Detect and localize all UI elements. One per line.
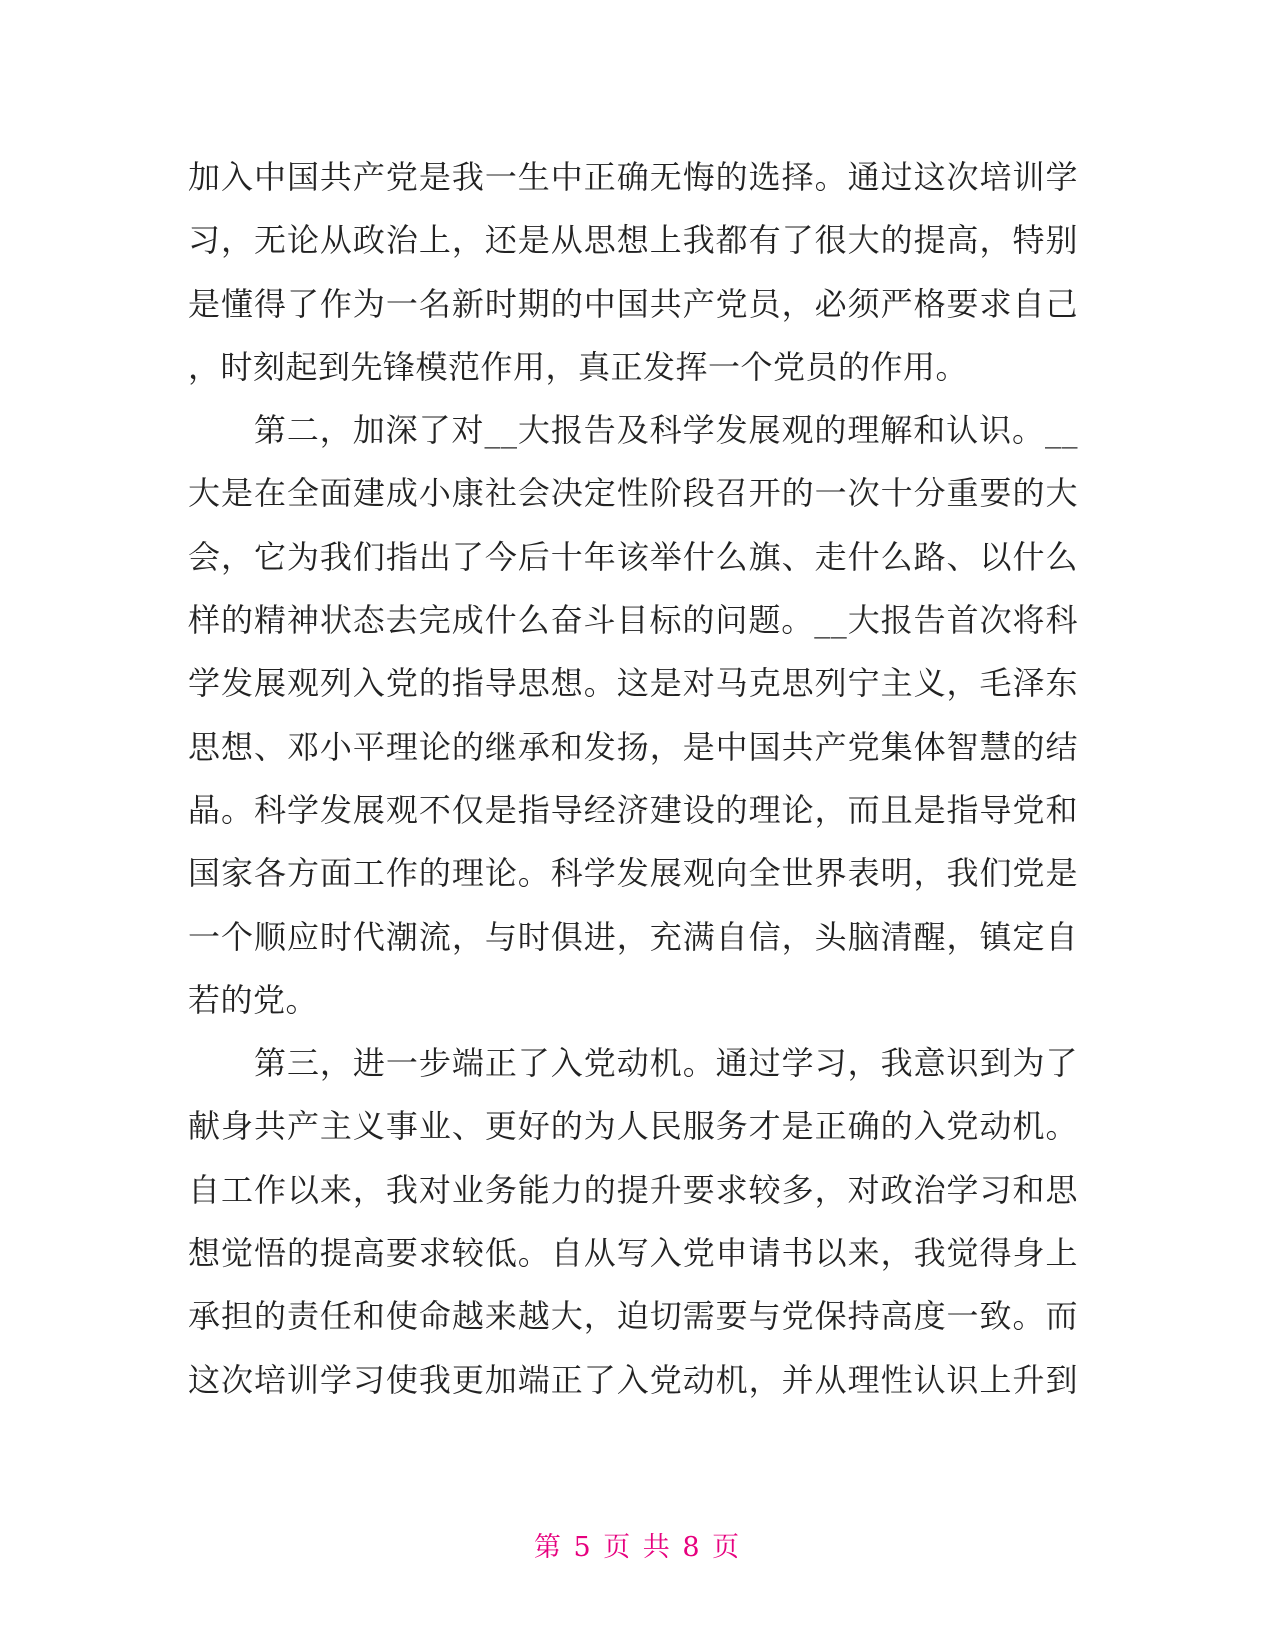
text-line: 大是在全面建成小康社会决定性阶段召开的一次十分重要的大 (188, 474, 1078, 513)
text-line: 献身共产主义事业、更好的为人民服务才是正确的入党动机。 (188, 1107, 1078, 1146)
text-line: 晶。科学发展观不仅是指导经济建设的理论，而且是指导党和 (188, 790, 1078, 829)
text-line: 自工作以来，我对业务能力的提升要求较多，对政治学习和思 (188, 1170, 1078, 1209)
text-line: 习，无论从政治上，还是从思想上我都有了很大的提高，特别 (188, 221, 1078, 260)
text-line: 这次培训学习使我更加端正了入党动机，并从理性认识上升到 (188, 1360, 1078, 1399)
text-line: 第二，加深了对__大报告及科学发展观的理解和认识。__ (188, 411, 1078, 450)
text-line: 若的党。 (188, 980, 319, 1019)
page-number-footer: 第 5 页 共 8 页 (533, 1532, 742, 1563)
text-line: 是懂得了作为一名新时期的中国共产党员，必须严格要求自己 (188, 284, 1078, 323)
text-line: 思想、邓小平理论的继承和发扬，是中国共产党集体智慧的结 (188, 727, 1078, 766)
text-line: 第三，进一步端正了入党动机。通过学习，我意识到为了 (188, 1044, 1078, 1083)
text-line: 一个顺应时代潮流，与时俱进，充满自信，头脑清醒，镇定自 (188, 917, 1078, 956)
text-line: ，时刻起到先锋模范作用，真正发挥一个党员的作用。 (188, 347, 969, 386)
text-line: 学发展观列入党的指导思想。这是对马克思列宁主义，毛泽东 (188, 664, 1078, 703)
text-line: 加入中国共产党是我一生中正确无悔的选择。通过这次培训学 (188, 158, 1078, 196)
text-line: 想觉悟的提高要求较低。自从写入党申请书以来，我觉得身上 (188, 1234, 1078, 1273)
text-line: 国家各方面工作的理论。科学发展观向全世界表明，我们党是 (188, 854, 1078, 893)
text-line: 会，它为我们指出了今后十年该举什么旗、走什么路、以什么 (188, 537, 1078, 576)
text-line: 承担的责任和使命越来越大，迫切需要与党保持高度一致。而 (188, 1297, 1078, 1336)
body-text (188, 146, 1078, 1412)
text-line: 样的精神状态去完成什么奋斗目标的问题。__大报告首次将科 (188, 601, 1078, 640)
